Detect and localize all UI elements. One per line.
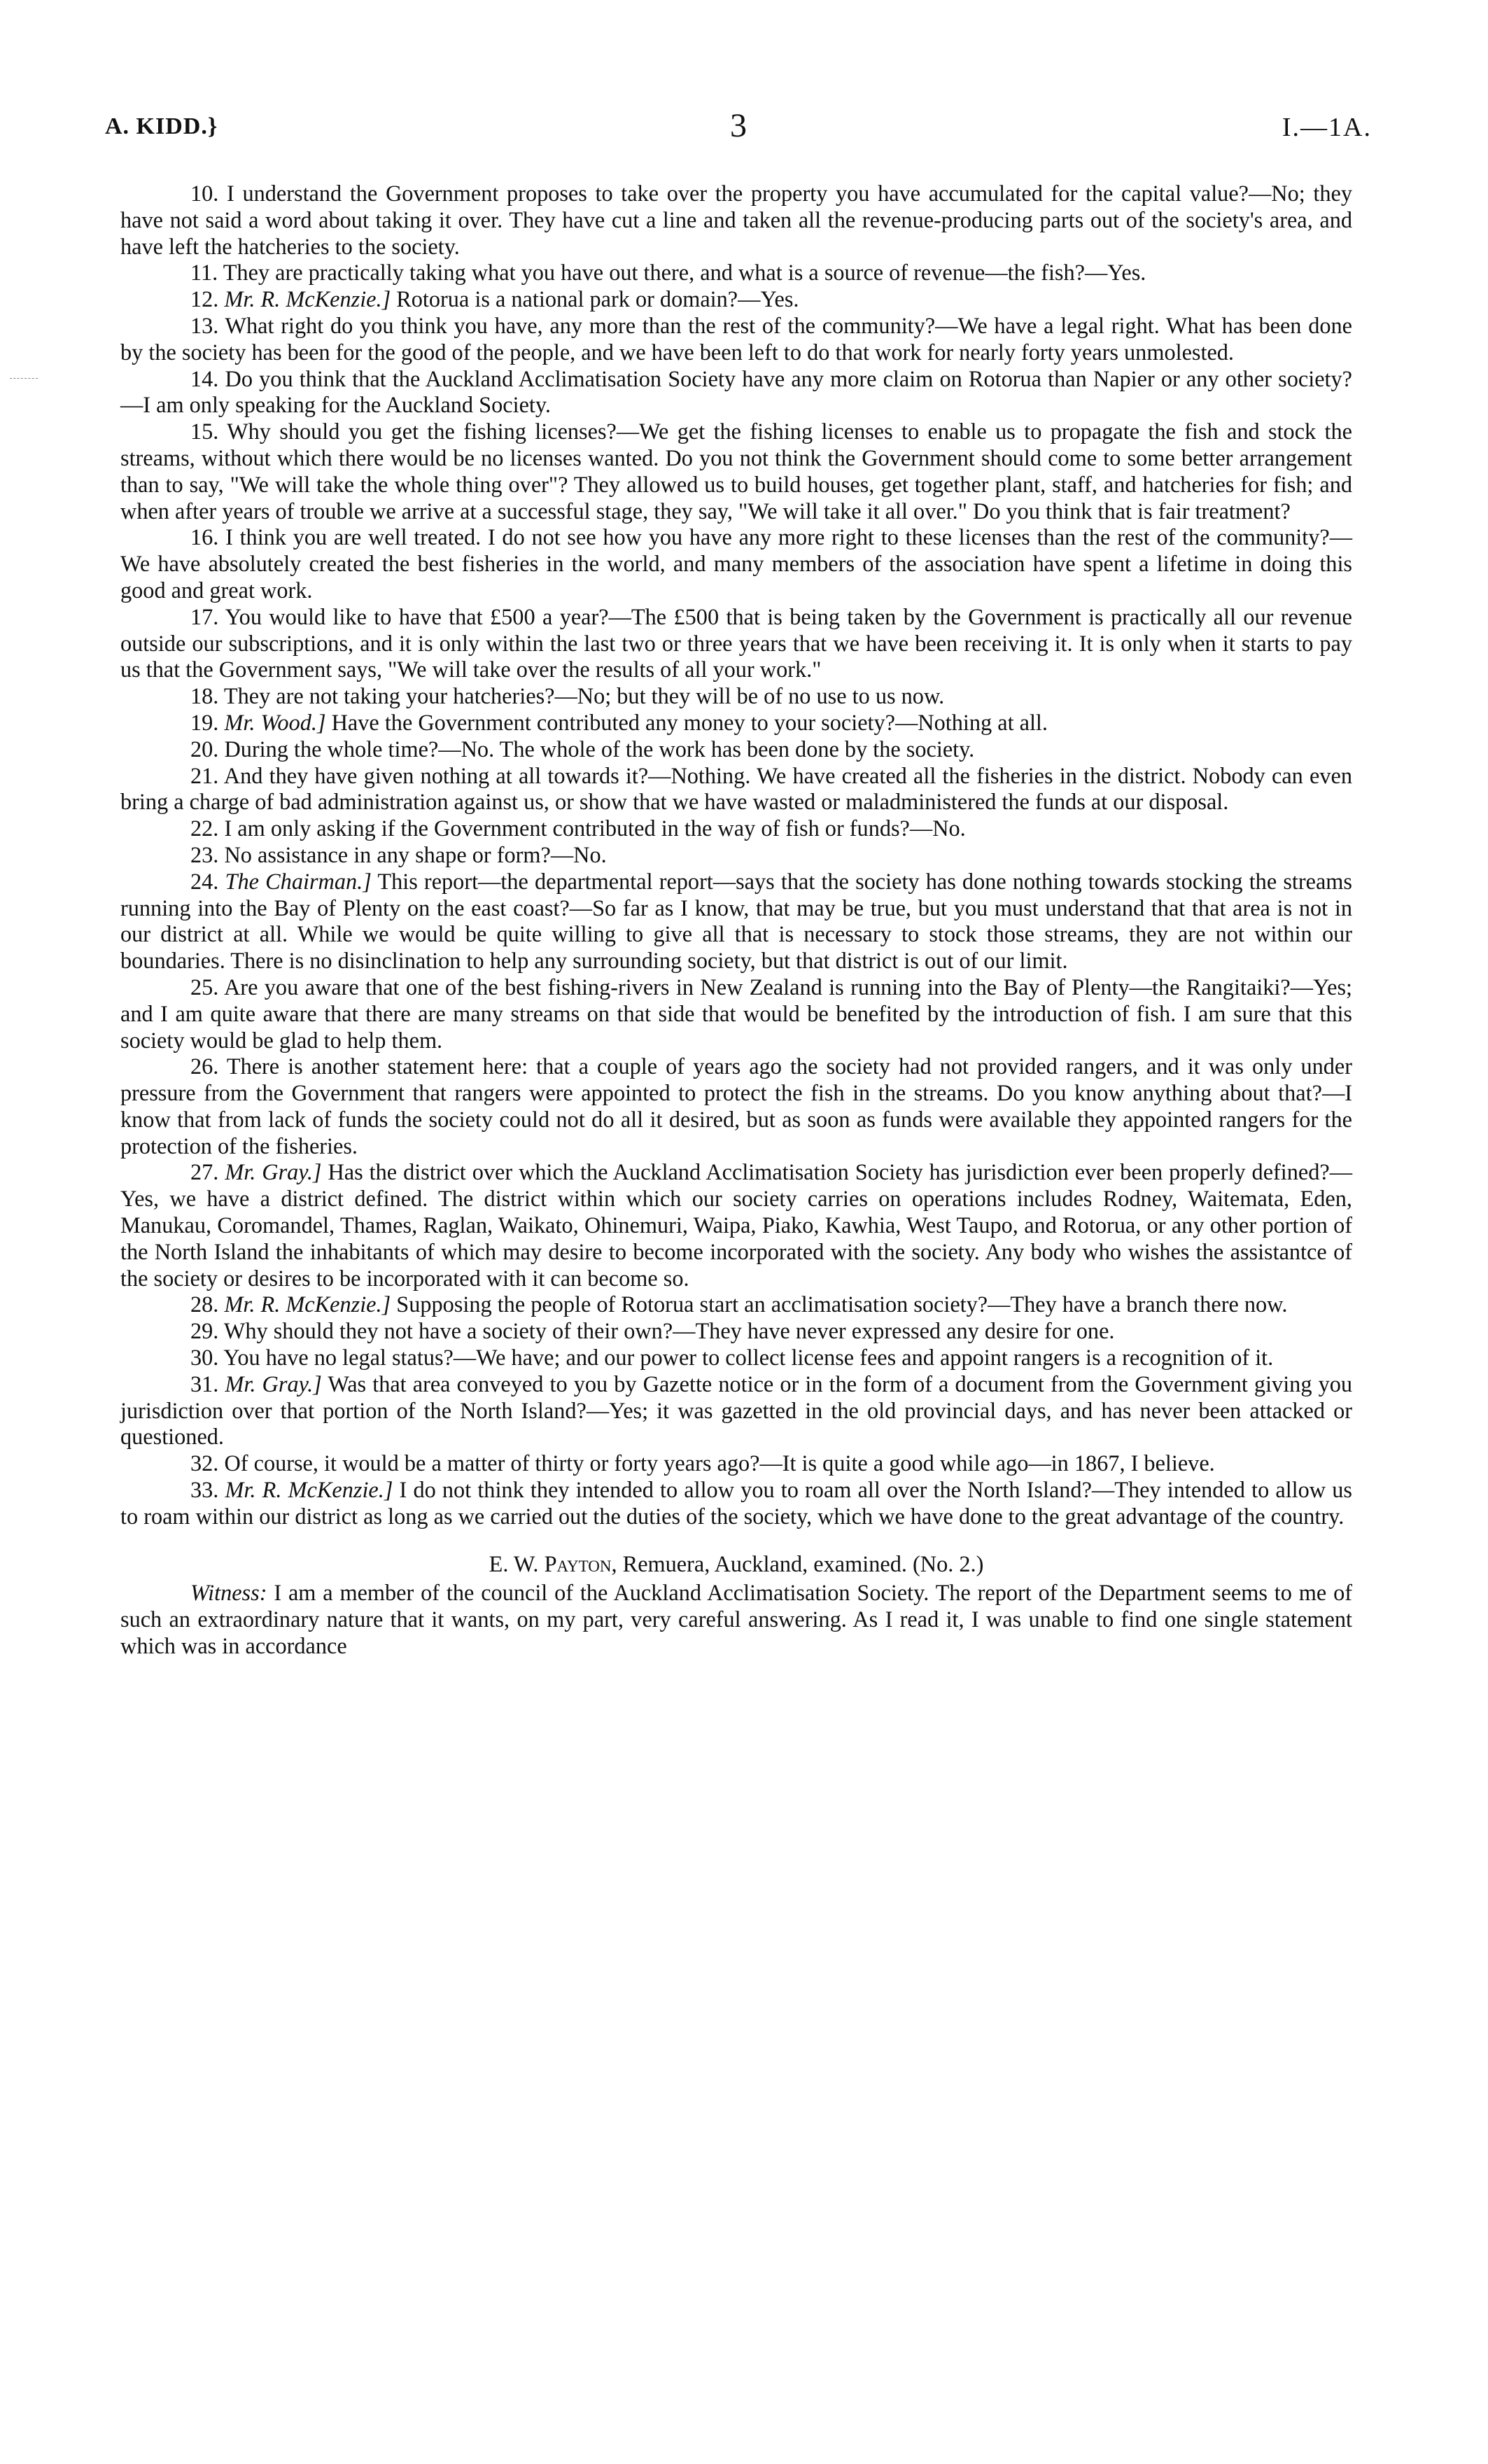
page-header bbox=[105, 106, 1372, 155]
question-paragraph bbox=[120, 419, 1352, 524]
question-number: 26. bbox=[190, 1054, 219, 1079]
question-paragraph bbox=[120, 683, 1352, 710]
question-paragraph bbox=[120, 736, 1352, 763]
question-text: There is another statement here: that a couple of years ago the society had not provided rangers, and it was only under pressure from the Government that rangers were appointed to protect the fish in the streams. Do you know anything about that?—I know that from lack of funds the society could not do all it desired, but as soon as funds were available they appointed rangers for the protection of the fisheries. bbox=[120, 1054, 1352, 1158]
question-number: 17. bbox=[190, 603, 219, 629]
speaker-label: Mr. Gray.] bbox=[225, 1371, 322, 1396]
question-number: 25. bbox=[190, 974, 219, 1000]
question-text: And they have given nothing at all towards it?—Nothing. We have created all the fisheries in the district. Nobody can even bring a charge of bad administration against us, or show that we have wasted or maladministered the funds at our disposal. bbox=[120, 762, 1352, 815]
question-number: 13. bbox=[190, 312, 219, 338]
question-list bbox=[120, 181, 1352, 1530]
question-paragraph bbox=[120, 1054, 1352, 1159]
question-text: Of course, it would be a matter of thirty or forty years ago?—It is quite a good while ago—in 1867, I believe. bbox=[224, 1450, 1215, 1476]
question-paragraph bbox=[120, 1450, 1352, 1477]
question-text: I think you are well treated. I do not see how you have any more right to these licenses than the rest of the community?—We have absolutely created the best fisheries in the world, and many members of the association have spent a lifetime in doing this good and great work. bbox=[120, 524, 1352, 603]
question-paragraph bbox=[120, 974, 1352, 1054]
question-paragraph bbox=[120, 1292, 1352, 1318]
question-paragraph bbox=[120, 1345, 1352, 1371]
witness-heading-rest: , Remuera, Auckland, examined. (No. 2.) bbox=[611, 1550, 984, 1576]
question-number: 28. bbox=[190, 1292, 219, 1317]
question-paragraph bbox=[120, 816, 1352, 842]
question-text: Was that area conveyed to you by Gazette notice or in the form of a document from the Government giving you jurisdiction over that portion of the North Island?—Yes; it was gazetted in the old provincial days, and has never been attacked or questioned. bbox=[120, 1371, 1353, 1450]
question-paragraph bbox=[120, 181, 1352, 260]
question-paragraph bbox=[120, 1159, 1352, 1292]
question-number: 10. bbox=[190, 181, 219, 206]
question-paragraph bbox=[120, 366, 1352, 419]
question-number: 30. bbox=[190, 1345, 219, 1371]
question-paragraph bbox=[120, 842, 1352, 869]
question-text: During the whole time?—No. The whole of the work has been done by the society. bbox=[224, 736, 975, 762]
question-number: 24. bbox=[190, 868, 219, 894]
margin-mark bbox=[10, 378, 38, 379]
question-number: 16. bbox=[190, 524, 219, 550]
question-number: 29. bbox=[190, 1318, 219, 1344]
witness-statement bbox=[120, 1580, 1352, 1659]
question-number: 23. bbox=[190, 841, 219, 867]
question-text: I am only asking if the Government contributed in the way of fish or funds?—No. bbox=[224, 816, 966, 841]
question-paragraph bbox=[120, 313, 1352, 366]
question-text: They are not taking your hatcheries?—No; but they will be of no use to us now. bbox=[223, 683, 945, 709]
question-text: I do not think they intended to allow you to roam all over the North Island?—They intended to allow us to roam within our district as long as we carried out the duties of the society, which we have done to the great advantage of the country. bbox=[120, 1477, 1352, 1529]
question-text: No assistance in any shape or form?—No. bbox=[224, 841, 607, 867]
question-number: 19. bbox=[190, 709, 219, 735]
document-reference: I.—1A. bbox=[1282, 113, 1372, 142]
witness-name: E. W. Payton bbox=[489, 1550, 612, 1576]
question-text: Rotorua is a national park or domain?—Yes. bbox=[396, 286, 799, 312]
speaker-label: Mr. R. McKenzie.] bbox=[224, 1292, 391, 1317]
question-number: 22. bbox=[190, 816, 219, 841]
question-paragraph bbox=[120, 710, 1352, 736]
question-paragraph bbox=[120, 1371, 1352, 1450]
question-paragraph bbox=[120, 869, 1352, 974]
question-text: Has the district over which the Auckland Acclimatisation Society has jurisdiction ever been properly defined?—Yes, we have a district defined. The district within which our society carries on operations includes Rodney, Waitemata, Eden, Manukau, Coromandel, Thames, Raglan, Waikato, Ohinemuri, Waipa, Piako, Kawhia, West Taupo, and Rotorua, or any other portion of the North Island the inhabitants of which may desire to become incorporated with the society. Any body who wishes the assistantce of the society or desires to be incorporated with it can become so. bbox=[120, 1159, 1353, 1291]
evidence-body bbox=[120, 181, 1352, 1660]
question-paragraph bbox=[120, 260, 1352, 286]
question-text: Supposing the people of Rotorua start an acclimatisation society?—They have a branch there now. bbox=[396, 1292, 1288, 1317]
question-paragraph bbox=[120, 763, 1352, 816]
question-text: Are you aware that one of the best fishing-rivers in New Zealand is running into the Bay of Plenty—the Rangitaiki?—Yes; and I am quite aware that there are many streams on that side that would be benefited by the introduction of fish. I am sure that this society would be glad to help them. bbox=[120, 974, 1352, 1053]
question-number: 21. bbox=[190, 762, 219, 788]
question-number: 18. bbox=[190, 683, 219, 709]
question-number: 32. bbox=[190, 1450, 219, 1476]
question-paragraph bbox=[120, 286, 1352, 313]
speaker-label: The Chairman.] bbox=[225, 868, 372, 894]
question-text: Why should you get the fishing licenses?—We get the fishing licenses to enable us to propagate the fish and stock the streams, without which there would be no licenses wanted. Do you not think the Government should come to some better arrangement than to say, "We will take the whole thing over"? They allowed us to build houses, get together plant, staff, and hatcheries for fish; and when after years of trouble we arrive at a successful stage, they say, "We will take it all over." Do you think that is fair treatment? bbox=[120, 419, 1352, 524]
question-text: You would like to have that £500 a year?—The £500 that is being taken by the Government is practically all our revenue outside our subscriptions, and it is only within the last two or three years that we have been receiving it. It is only when it starts to pay us that the Government says, "We will take over the results of all your work." bbox=[120, 603, 1352, 682]
speaker-label: Mr. Gray.] bbox=[225, 1159, 322, 1185]
question-number: 15. bbox=[190, 419, 219, 444]
witness-label: Witness: bbox=[190, 1580, 267, 1606]
question-number: 11. bbox=[190, 260, 218, 286]
question-text: Why should they not have a society of their own?—They have never expressed any desire for one. bbox=[223, 1318, 1115, 1344]
header-witness-ref: A. KIDD.} bbox=[105, 113, 218, 139]
question-paragraph bbox=[120, 1477, 1352, 1530]
question-number: 20. bbox=[190, 736, 219, 762]
question-text: They are practically taking what you have out there, and what is a source of revenue—the fish?—Yes. bbox=[223, 260, 1146, 286]
speaker-label: Mr. Wood.] bbox=[224, 709, 326, 735]
question-number: 14. bbox=[190, 365, 219, 391]
question-text: Have the Government contributed any money to your society?—Nothing at all. bbox=[331, 709, 1048, 735]
page-number: 3 bbox=[730, 107, 747, 144]
question-number: 27. bbox=[190, 1159, 219, 1185]
question-text: I understand the Government proposes to take over the property you have accumulated for the capital value?—No; they have not said a word about taking it over. They have cut a line and taken all the revenue-producing parts out of the society's area, and have left the hatcheries to the society. bbox=[120, 181, 1352, 259]
witness-statement-text: I am a member of the council of the Auckland Acclimatisation Society. The report of the Department seems to me of such an extraordinary nature that it wants, on my part, very careful answering. As I read it, I was unable to find one single statement which was in accordance bbox=[120, 1580, 1352, 1659]
question-number: 33. bbox=[190, 1477, 219, 1503]
witness-heading bbox=[120, 1551, 1352, 1578]
speaker-label: Mr. R. McKenzie.] bbox=[225, 1477, 393, 1503]
question-paragraph bbox=[120, 604, 1352, 683]
question-paragraph bbox=[120, 1318, 1352, 1345]
question-number: 12. bbox=[190, 286, 219, 312]
question-text: You have no legal status?—We have; and our power to collect license fees and appoint rangers is a recognition of it. bbox=[223, 1345, 1274, 1371]
question-paragraph bbox=[120, 524, 1352, 603]
question-text: Do you think that the Auckland Acclimatisation Society have any more claim on Rotorua than Napier or any other society?—I am only speaking for the Auckland Society. bbox=[120, 365, 1353, 418]
speaker-label: Mr. R. McKenzie.] bbox=[224, 286, 391, 312]
question-text: This report—the departmental report—says that the society has done nothing towards stocking the streams running into the Bay of Plenty on the east coast?—So far as I know, that may be true, but you must understand that that area is not in our district at all. While we would be quite willing to give all that is necessary to stock those streams, they are not within our boundaries. There is no disinclination to help any surrounding society, but that district is out of our limit. bbox=[120, 868, 1352, 974]
question-text: What right do you think you have, any more than the rest of the community?—We have a legal right. What has been done by the society has been for the good of the people, and we have been left to do that work for nearly forty years unmolested. bbox=[120, 312, 1352, 365]
question-number: 31. bbox=[190, 1371, 219, 1396]
